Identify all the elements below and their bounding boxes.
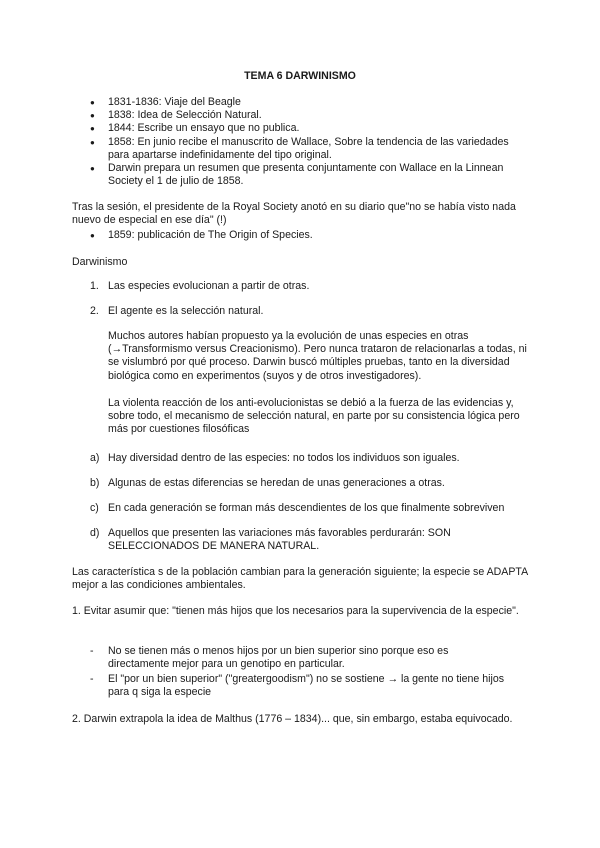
reaction-paragraph: La violenta reacción de los anti-evolucionistas se debió a la fuerza de las evidencias y, sobre todo, el mecanismo de selección natural, en parte por su consistencia lógica pero más por cuestiones filosóficas	[108, 397, 520, 436]
timeline-list	[90, 96, 510, 188]
document-title: TEMA 6 DARWINISMO	[244, 70, 356, 82]
item-text: El "por un bien superior" ("greatergoodism") no se sostiene → la gente no tiene hijos para q siga la especie	[108, 673, 505, 699]
item-marker: 2.	[90, 305, 99, 317]
item-marker: -	[90, 673, 94, 685]
royal-society-note: Tras la sesión, el presidente de la Royal Society anotó en su diario que"no se había visto nada nuevo de especial en ese día" (!)	[72, 201, 516, 227]
item-text: El agente es la selección natural.	[108, 305, 264, 317]
point-two: 2. Darwin extrapola la idea de Malthus (1776 – 1834)... que, sin embargo, estaba equivocado.	[72, 713, 513, 725]
timeline-list-continued	[90, 229, 510, 242]
item-text: Algunas de estas diferencias se heredan de unas generaciones a otras.	[108, 477, 445, 489]
item-text: Aquellos que presenten las variaciones más favorables perdurarán: SON SELECCIONADOS DE MANERA NATURAL.	[108, 527, 451, 553]
item-text: Las especies evolucionan a partir de otras.	[108, 280, 310, 292]
population-note: Las característica s de la población cambian para la generación siguiente; la especie se ADAPTA mejor a las condiciones ambientales.	[72, 566, 528, 592]
darwinismo-heading: Darwinismo	[72, 256, 128, 268]
item-marker: a)	[90, 452, 100, 464]
explanation-paragraph: Muchos autores habían propuesto ya la evolución de unas especies en otras (→Transformismo versus Creacionismo). Pero nunca trataron de relacionarlas a todas, ni se vislumbró por qué proceso. Darwin buscó múltiples pruebas, tanto en la diversidad biológica como en experimentos (suyos y de otros investigadores).	[108, 330, 527, 382]
item-text: No se tienen más o menos hijos por un bien superior sino porque eso es directamente mejor para un genotipo en particular.	[108, 645, 449, 671]
timeline-item: ● 1844: Escribe un ensayo que no publica.	[90, 122, 510, 135]
timeline-item: ● 1838: Idea de Selección Natural.	[90, 109, 510, 122]
item-marker: d)	[90, 527, 100, 539]
item-text: En cada generación se forman más descendientes de los que finalmente sobreviven	[108, 502, 505, 514]
item-marker: 1.	[90, 280, 99, 292]
item-text: Hay diversidad dentro de las especies: no todos los individuos son iguales.	[108, 452, 460, 464]
timeline-item: ● 1859: publicación de The Origin of Species.	[90, 229, 510, 242]
point-one: 1. Evitar asumir que: "tienen más hijos que los necesarios para la supervivencia de la especie".	[72, 605, 519, 617]
item-marker: -	[90, 645, 94, 657]
timeline-item: ● 1831-1836: Viaje del Beagle	[90, 96, 510, 109]
item-marker: c)	[90, 502, 99, 514]
item-marker: b)	[90, 477, 100, 489]
timeline-item: ● Darwin prepara un resumen que presenta conjuntamente con Wallace en la Linnean Society el 1 de julio de 1858.	[90, 162, 510, 188]
timeline-item: ● 1858: En junio recibe el manuscrito de Wallace, Sobre la tendencia de las variedades para apartarse indefinidamente del tipo original.	[90, 136, 510, 162]
